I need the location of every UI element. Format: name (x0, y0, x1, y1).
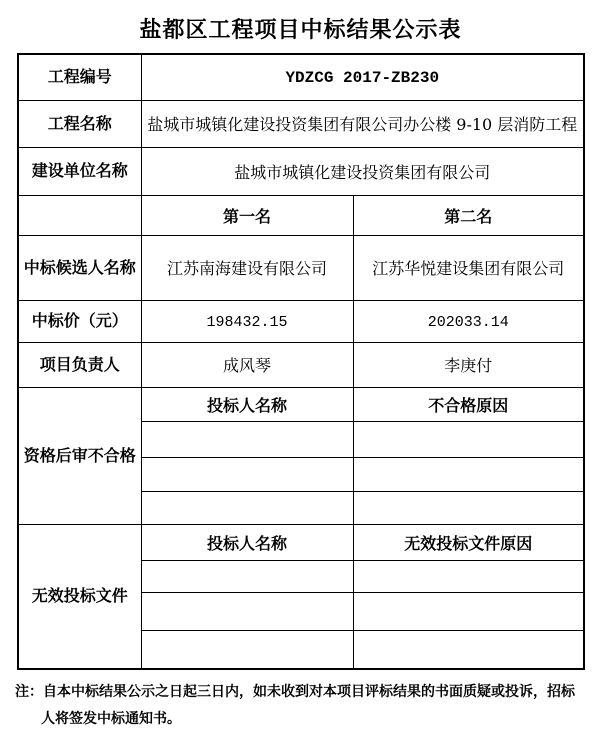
candidates-label: 中标候选人名称 (18, 235, 141, 300)
rank-second-header: 第二名 (353, 195, 584, 235)
rank-empty-cell (18, 195, 141, 235)
price-first (141, 300, 353, 342)
page-title: 盐都区工程项目中标结果公示表 (139, 18, 462, 43)
rank-first-header: 第一名 (141, 195, 353, 235)
price-second (353, 300, 584, 342)
unqualified-section-label: 资格后审不合格 (18, 387, 141, 524)
project-name-value: 盐城市城镇化建设投资集团有限公司办公楼 9-10 层消防工程 (141, 100, 584, 147)
empty-cell (141, 560, 353, 592)
empty-cell (353, 560, 584, 592)
empty-cell (141, 592, 353, 630)
empty-cell (141, 491, 353, 524)
invalid-section-label: 无效投标文件 (18, 524, 141, 669)
invalid-reason-header: 无效投标文件原因 (353, 524, 584, 560)
footnote-prefix: 注： (15, 684, 43, 700)
price-first-text: 198432.15 (206, 314, 288, 331)
project-code-label: 工程编号 (18, 54, 141, 100)
project-name-label: 工程名称 (18, 100, 141, 147)
candidate-first: 江苏南海建设有限公司 (141, 235, 353, 300)
project-code-value (141, 54, 584, 100)
empty-cell (353, 630, 584, 669)
empty-cell (353, 592, 584, 630)
bid-results-table (17, 53, 585, 670)
empty-cell (141, 630, 353, 669)
row-unqualified-header (18, 387, 584, 421)
empty-cell (141, 457, 353, 491)
row-project-name (18, 100, 584, 147)
row-manager (18, 342, 584, 387)
empty-cell (353, 421, 584, 457)
unqualified-bidder-header: 投标人名称 (141, 387, 353, 421)
footnote (15, 679, 585, 730)
candidate-second: 江苏华悦建设集团有限公司 (353, 235, 584, 300)
row-owner (18, 147, 584, 195)
row-rank-header (18, 195, 584, 235)
price-label: 中标价（元） (18, 300, 141, 342)
manager-first: 成风琴 (141, 342, 353, 387)
empty-cell (353, 457, 584, 491)
empty-cell (353, 491, 584, 524)
row-candidates (18, 235, 584, 300)
price-second-text: 202033.14 (427, 314, 509, 331)
invalid-bidder-header: 投标人名称 (141, 524, 353, 560)
row-project-code (18, 54, 584, 100)
owner-value: 盐城市城镇化建设投资集团有限公司 (141, 147, 584, 195)
row-price (18, 300, 584, 342)
project-code-text: YDZCG 2017-ZB230 (285, 69, 440, 88)
empty-cell (141, 421, 353, 457)
owner-label: 建设单位名称 (18, 147, 141, 195)
row-invalid-header (18, 524, 584, 560)
unqualified-reason-header: 不合格原因 (353, 387, 584, 421)
footnote-text: 自本中标结果公示之日起三日内，如未收到对本项目评标结果的书面质疑或投诉，招标人将签发中标通知书。 (41, 684, 575, 727)
manager-second: 李庚付 (353, 342, 584, 387)
manager-label: 项目负责人 (18, 342, 141, 387)
